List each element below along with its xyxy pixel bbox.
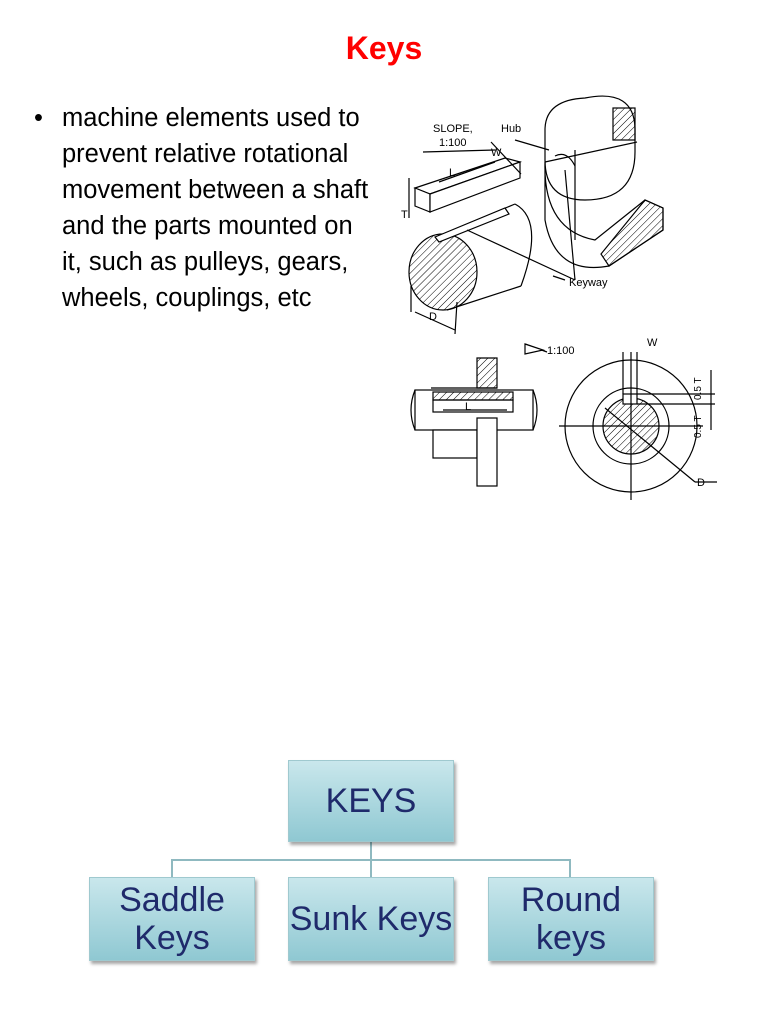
label-w-top: W	[491, 147, 502, 159]
label-l-bottom: L	[465, 401, 472, 413]
bullet-dot-icon: •	[34, 104, 43, 132]
label-d-top: D	[429, 311, 437, 323]
hierarchy-child-label: Saddle Keys	[119, 881, 225, 957]
hierarchy-child-box	[89, 877, 255, 961]
label-keyway: Keyway	[569, 277, 608, 289]
connector-line	[370, 859, 372, 877]
hierarchy-child-label: Sunk Keys	[289, 900, 453, 938]
bullet-item	[30, 100, 370, 316]
hierarchy-child-label: Round keys	[520, 881, 622, 957]
connector-line	[370, 842, 372, 860]
label-half-t-lower: 0.5 T	[693, 415, 704, 438]
key-drawing-figure	[395, 90, 735, 510]
hierarchy-child-box	[288, 877, 454, 961]
label-w-bottom: W	[647, 337, 658, 349]
label-taper: 1:100	[547, 345, 575, 357]
connector-line	[171, 859, 173, 877]
label-half-t-upper: 0.5 T	[693, 377, 704, 400]
key-drawing	[395, 90, 735, 510]
connector-line	[569, 859, 571, 877]
hierarchy-root-label: KEYS	[325, 782, 417, 820]
label-hub: Hub	[501, 123, 522, 135]
label-t-top: T	[401, 209, 408, 221]
hierarchy-child-box	[488, 877, 654, 961]
bullet-text: machine elements used to prevent relative rotational movement between a shaft and the parts mounted on it, such as pulleys, gears, wheels, couplings, etc	[62, 104, 369, 312]
bullet-list	[30, 100, 370, 316]
connector-line	[171, 859, 571, 861]
label-d-bottom: D	[697, 477, 705, 489]
label-slope-ratio: 1:100	[439, 137, 467, 149]
label-slope: SLOPE,	[433, 123, 473, 135]
slide-title: Keys	[345, 30, 423, 66]
label-l-top: L	[449, 167, 456, 179]
hierarchy-root-box	[288, 760, 454, 842]
